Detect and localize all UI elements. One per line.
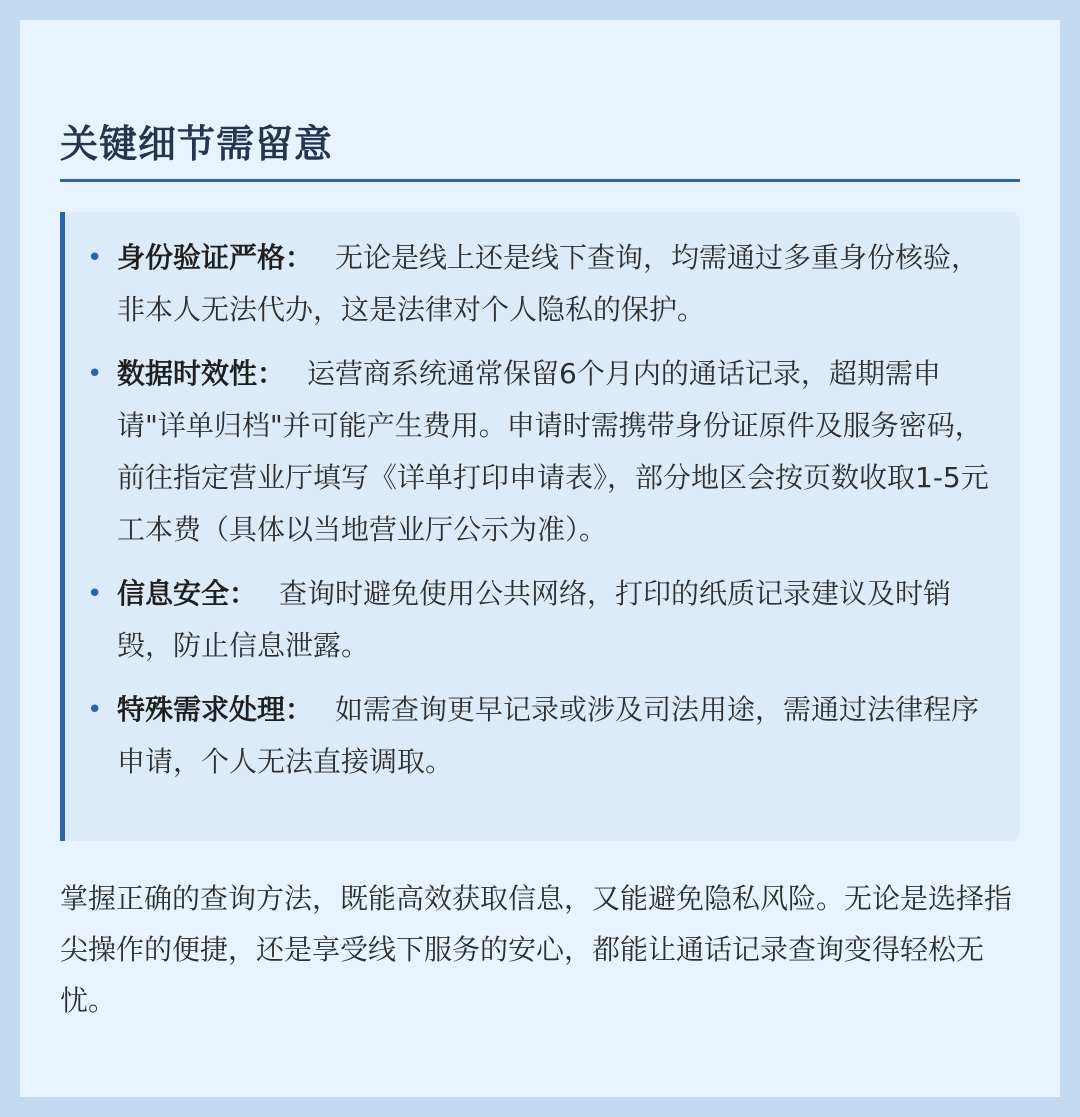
bullet-dot-icon: • bbox=[87, 243, 103, 273]
key-point-title: 身份验证严格： bbox=[117, 241, 314, 274]
bullet-dot-icon: • bbox=[87, 695, 103, 725]
key-point-identity-verification bbox=[65, 232, 990, 336]
key-point-data-timeliness bbox=[65, 348, 990, 556]
key-point-text: 运营商系统通常保留6个月内的通话记录，超期需申请"详单归档"并可能产生费用。申请时需携带身份证原件及服务密码，前往指定营业厅填写《详单打印申请表》，部分地区会按页数收取1-5元工本费（具体以当地营业厅公示为准）。 bbox=[117, 357, 989, 546]
bullet-dot-icon: • bbox=[87, 579, 103, 609]
key-point-title: 特殊需求处理： bbox=[117, 693, 314, 726]
key-point-information-security bbox=[65, 568, 990, 672]
key-point-text: 查询时避免使用公共网络，打印的纸质记录建议及时销毁，防止信息泄露。 bbox=[117, 577, 952, 662]
summary-paragraph: 掌握正确的查询方法，既能高效获取信息，又能避免隐私风险。无论是选择指尖操作的便捷，还是享受线下服务的安心，都能让通话记录查询变得轻松无忧。 bbox=[60, 882, 1013, 1017]
section-heading: 关键细节需留意 bbox=[60, 122, 334, 166]
key-point-text: 如需查询更早记录或涉及司法用途，需通过法律程序申请，个人无法直接调取。 bbox=[117, 693, 980, 778]
heading-divider bbox=[60, 179, 1020, 182]
key-point-special-requests bbox=[65, 684, 990, 788]
key-point-title: 信息安全： bbox=[117, 577, 258, 610]
key-point-text: 无论是线上还是线下查询，均需通过多重身份核验，非本人无法代办，这是法律对个人隐私的保护。 bbox=[117, 241, 980, 326]
key-point-title: 数据时效性： bbox=[117, 357, 286, 390]
key-points-list bbox=[65, 232, 990, 788]
content-panel bbox=[20, 20, 1060, 1097]
key-points-callout bbox=[60, 212, 1020, 841]
bullet-dot-icon: • bbox=[87, 359, 103, 389]
